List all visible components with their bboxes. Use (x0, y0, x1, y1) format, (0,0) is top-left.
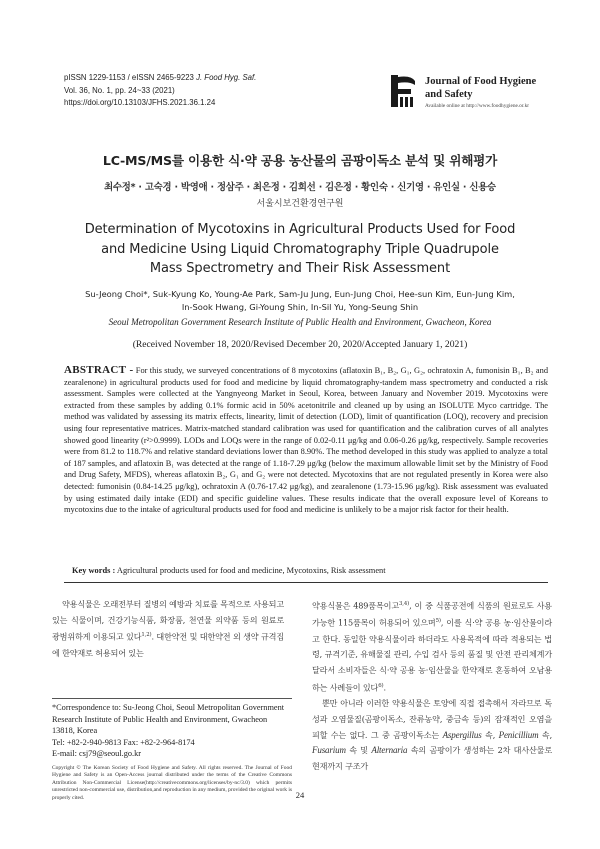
copyright-notice: Copyright © The Korean Society of Food Hygiene and Safety. All rights reserved. The Journal of Food Hygiene and Safety is an Open-Access journal distributed under the terms of the Creative Commons Attribution Non-Commercial License(http://creativecommons.org/licenses/by-nc/3.0) which permits unrestricted non-commercial use, distribution,and reproduction in any medium, provided the original work is properly cited. (52, 765, 292, 801)
english-affiliation: Seoul Metropolitan Government Research Institute of Public Health and Environment, Gwacheon, Korea (108, 317, 492, 327)
journal-logo-icon (389, 75, 419, 107)
english-authors: Su-Jeong Choi*, Suk-Kyung Ko, Young-Ae Park, Sam-Ju Jung, Eun-Jung Choi, Hee-sun Kim, Eun-Jung Kim, In-Sook Hwang, Gi-Young Shin, In-Sil Yu, Yong-Seung Shin (85, 289, 515, 312)
keywords (72, 566, 386, 575)
journal-logo (389, 73, 549, 113)
keywords-label: Key words : (72, 566, 116, 575)
volume-line: Vol. 36, No. 1, pp. 24~33 (2021) (64, 85, 175, 95)
section-divider (64, 582, 548, 583)
body-column-right: 약용식물은 489품목이고$^{3,4)}$, 이 중 식품공전에 식품의 원료로도 사용 가능한 115품목이 허용되어 있으며$^{5)}$, 이를 식·약 공용 농·임산물이라고 한다. 동일한 약용식물이라 하더라도 사용목적에 따라 적용되는 법령, 규격기준, 유해물질 관리, 수입 검사 등의 품질 및 안전 관리체계가 달라서 소비자들은 식·약 공용 농·임산물을 한약재로 혼동하여 오남용하는 사례들이 있다$^{6)}$. 뿐만 아니라 이러한 약용식물은 토양에 직접 접촉해서 자라므로 독성과 오염물질(곰팡이독소, 잔류농약, 중금속 등)의 잠재적인 오염을 피할 수는 없다. 그 중 곰팡이독소는 Aspergillus 속, Penicillium 속, Fusarium 속 및 Alternaria 속의 곰팡이가 생성하는 2차 대사산물로 현재까지 구조가 (312, 600, 553, 772)
journal-abbrev: J. Food Hyg. Saf. (196, 73, 257, 82)
abstract (64, 365, 548, 516)
citation-ref[interactable]: 3,4) (398, 601, 410, 607)
citation-ref[interactable]: 6) (378, 682, 384, 689)
citation-ref[interactable]: 1,2) (141, 632, 152, 639)
korean-affiliation: 서울시보건환경연구원 (256, 199, 344, 209)
received-dates: (Received November 18, 2020/Revised December 20, 2020/Accepted January 1, 2021) (132, 339, 468, 350)
footnote-divider (52, 698, 292, 699)
correspondence: *Correspondence to: Su-Jeong Choi, Seoul Metropolitan Government Research Institute of Public Health and Environment, Gwacheon 13818, Korea Tel: +82-2-940-9813 Fax: +82-2-964-8174 E-mail: csj79@seoul.go.kr (52, 702, 292, 760)
logo-title: Journal of Food Hygiene and Safety (425, 76, 537, 100)
page-number: 24 (295, 790, 305, 800)
logo-url: Available online at http://www.foodhygiene.or.kr (425, 103, 529, 109)
korean-authors: 최수정* · 고숙경 · 박영애 · 정삼주 · 최은정 · 김희선 · 김은정 · 황인숙 · 신기영 · 유인실 · 신용승 (104, 182, 496, 193)
journal-meta (64, 72, 256, 110)
english-title: Determination of Mycotoxins in Agricultural Products Used for Food and Medicine Using Liquid Chromatography Triple Quadrupole Mass Spectrometry and Their Risk Assessment (84, 222, 516, 276)
keywords-text: Agricultural products used for food and medicine, Mycotoxins, Risk assessment (116, 566, 386, 575)
citation-ref[interactable]: 5) (435, 618, 441, 625)
doi-link[interactable]: https://doi.org/10.13103/JFHS.2021.36.1.24 (64, 98, 216, 108)
abstract-heading: ABSTRACT - (64, 364, 134, 376)
korean-title: LC-MS/MS를 이용한 식·약 공용 농산물의 곰팡이독소 분석 및 위해평가 (102, 153, 498, 168)
abstract-text: For this study, we surveyed concentrations of 8 mycotoxins (aflatoxin B₁, B₂, G₁, G₂, ochratoxin A, fumonisin B₁, B₂ and zearalenone) in agricultural products used for food and medicine by liquid chromatography-tandem mass spectrometry and conducted a risk assessment. Samples were collected at the Yangnyeong Market in Seoul, Korea, between January and November 2019. Mycotoxins were extracted from these samples by adding 0.1% formic acid in 50% acetonitrile and cleaned up by using an ISOLUTE Myco cartridge. The method was validated by assessing its matrix effects, linearity, limit of detection (LOD), limit of quantification (LOQ), recovery and precision using four representative matrices. Matrix-matched standard calibration was used for quantification and the calibration curves of all analytes showed good linearity (r²>0.9999). LODs and LOQs were in the range of 0.02-0.11 μg/kg and 0.06-0.26 μg/kg, respectively. Sample recoveries were from 81.2 to 118.7% and relative standard deviations lower than 8.90%. The method developed in this study was applied to analyze a total of 187 samples, and aflatoxin B₁ was detected at the range of 1.18-7.29 μg/kg (below the maximum allowable limit set by the Ministry of Food and Drug Safety, MFDS), whereas aflatoxin B₂, G₁ and G₂ were not detected. Mycotoxins that are not regulated presently in Korea were also detected: fumonisin (0.84-14.25 μg/kg), ochratoxin A (0.76-17.42 μg/kg), and zearalenone (1.73-15.96 μg/kg). Risk assessment was evaluated by using estimated daily intake (EDI) and specific guideline values. These results indicate that the overall exposure level of Koreans to mycotoxins due to the intake of agricultural products used for food and medicine is unlikely to be a major risk factor for their health. (64, 366, 549, 515)
correspondence-email[interactable]: E-mail: csj79@seoul.go.kr (52, 749, 141, 759)
body-column-left: 약용식물은 오래전부터 질병의 예방과 치료를 목적으로 사용되고 있는 식물이며, 건강기능식품, 화장품, 천연물 의약품 등의 원료로 광범위하게 이용되고 있다$^{1,2)}$. 대한약전 및 대한약전 외 생약 규격집에 한약재로 허용되어 있는 (52, 599, 284, 658)
issn-line: pISSN 1229-1153 / eISSN 2465-9223 (64, 73, 194, 82)
